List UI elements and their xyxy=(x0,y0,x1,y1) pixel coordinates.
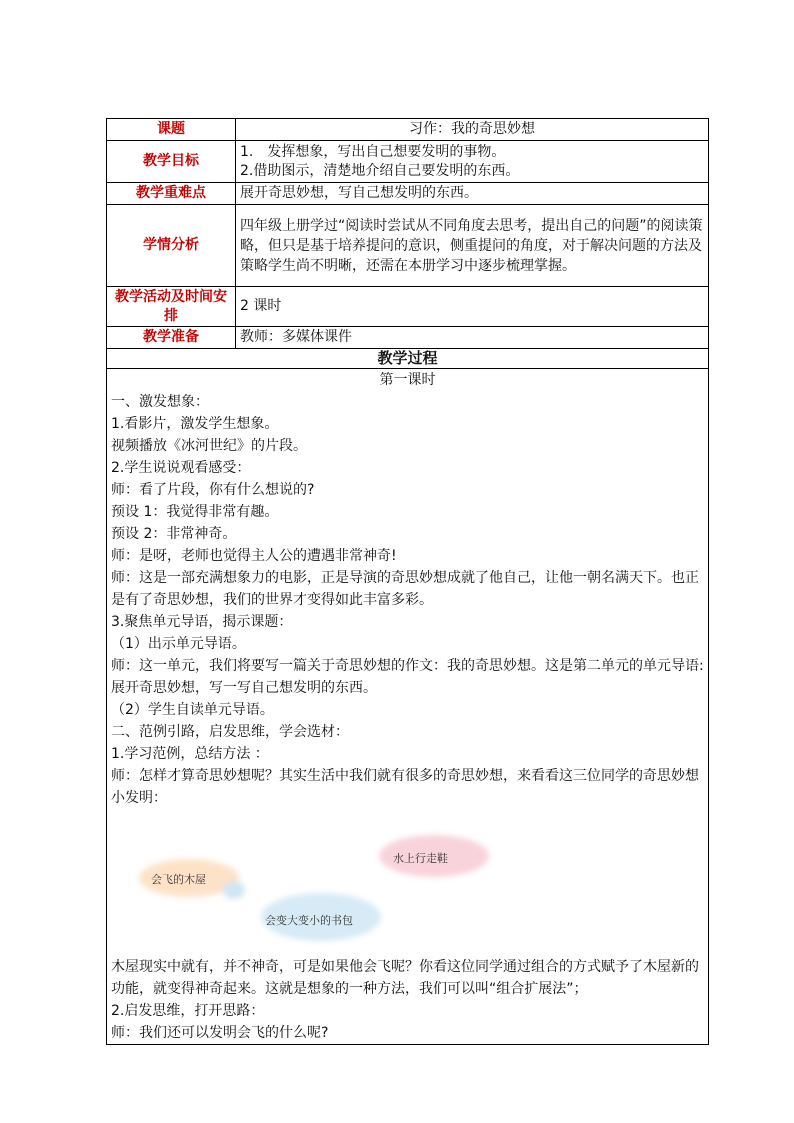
shoes-label: 水上行走鞋 xyxy=(393,852,448,865)
lesson-label: 第一课时 xyxy=(379,372,436,388)
lesson-plan-page xyxy=(106,118,709,1045)
process-line: 木屋现实中就有，并不神奇，可是如果他会飞呢？你看这位同学通过组合的方式赋予了木屋新的功能，就变得神奇起来。这就是想象的一种方法，我们可以叫“组合扩展法”； xyxy=(111,959,699,997)
bag-label: 会变大变小的书包 xyxy=(265,914,353,927)
process-line: 1.看影片，激发学生想象。 xyxy=(111,416,279,432)
lesson-plan-table xyxy=(106,118,709,1045)
goal-value xyxy=(236,141,709,183)
process-body xyxy=(107,369,709,1045)
key-label: 教学重难点 xyxy=(107,183,236,205)
topic-value: 习作：我的奇思妙想 xyxy=(236,119,709,141)
row-analysis xyxy=(107,205,709,287)
process-line: 3.聚焦单元导语，揭示课题： xyxy=(111,614,293,630)
inventions-illustration xyxy=(111,815,704,950)
schedule-label: 教学活动及时间安排 xyxy=(107,287,236,327)
process-title: 教学过程 xyxy=(107,349,709,369)
process-line: 师：我们还可以发明会飞的什么呢? xyxy=(111,1025,329,1041)
row-goal xyxy=(107,141,709,183)
row-schedule xyxy=(107,287,709,327)
process-line: 视频播放《冰河世纪》的片段。 xyxy=(111,438,307,454)
process-line: 师：怎样才算奇思妙想呢？其实生活中我们就有很多的奇思妙想，来看看这三位同学的奇思妙想小发明： xyxy=(111,768,699,806)
process-line: 一、激发想象： xyxy=(111,394,209,410)
schedule-value: 2 课时 xyxy=(236,287,709,327)
row-process-body xyxy=(107,369,709,1045)
process-lines-before xyxy=(111,391,704,809)
process-line: 师：这一单元，我们将要写一篇关于奇思妙想的作文：我的奇思妙想。这是第二单元的单元导语:展开奇思妙想，写一写自己想发明的东西。 xyxy=(111,658,704,696)
prep-label: 教学准备 xyxy=(107,327,236,349)
process-line: 2.学生说说观看感受： xyxy=(111,460,251,476)
process-lines-after xyxy=(111,956,704,1044)
key-value: 展开奇思妙想，写自己想发明的东西。 xyxy=(236,183,709,205)
process-line: 2.启发思维，打开思路： xyxy=(111,1003,265,1019)
small-cloud xyxy=(223,881,245,899)
process-line: （1）出示单元导语。 xyxy=(111,636,246,652)
goal-line-2: 2.借助图示，清楚地介绍自己要发明的东西。 xyxy=(240,162,520,179)
row-prep xyxy=(107,327,709,349)
goal-line-1: 1. 发挥想象，写出自己想要发明的事物。 xyxy=(240,143,506,160)
process-line: 二、范例引路，启发思维，学会选材： xyxy=(111,724,349,740)
goal-label: 教学目标 xyxy=(107,141,236,183)
row-key xyxy=(107,183,709,205)
process-line: 师：是呀，老师也觉得主人公的遭遇非常神奇! xyxy=(111,548,397,564)
process-line: 预设 1：我觉得非常有趣。 xyxy=(111,504,279,520)
process-line: 师：看了片段，你有什么想说的? xyxy=(111,482,315,498)
process-line: （2）学生自读单元导语。 xyxy=(111,702,274,718)
analysis-value: 四年级上册学过“阅读时尝试从不同角度去思考，提出自己的问题”的阅读策略，但只是基于培养提问的意识，侧重提问的角度，对于解决问题的方法及策略学生尚不明晰，还需在本册学习中逐步梳理掌握。 xyxy=(236,205,709,287)
prep-value: 教师：多媒体课件 xyxy=(236,327,709,349)
process-line: 1.学习范例，总结方法 ： xyxy=(111,746,269,762)
process-line: 师：这是一部充满想象力的电影，正是导演的奇思妙想成就了他自己，让他一朝名满天下。也正是有了奇思妙想，我们的世界才变得如此丰富多彩。 xyxy=(111,570,699,608)
house-label: 会飞的木屋 xyxy=(151,873,206,886)
analysis-label: 学情分析 xyxy=(107,205,236,287)
row-topic xyxy=(107,119,709,141)
process-line: 预设 2：非常神奇。 xyxy=(111,526,237,542)
topic-label: 课题 xyxy=(107,119,236,141)
row-process-title xyxy=(107,349,709,369)
